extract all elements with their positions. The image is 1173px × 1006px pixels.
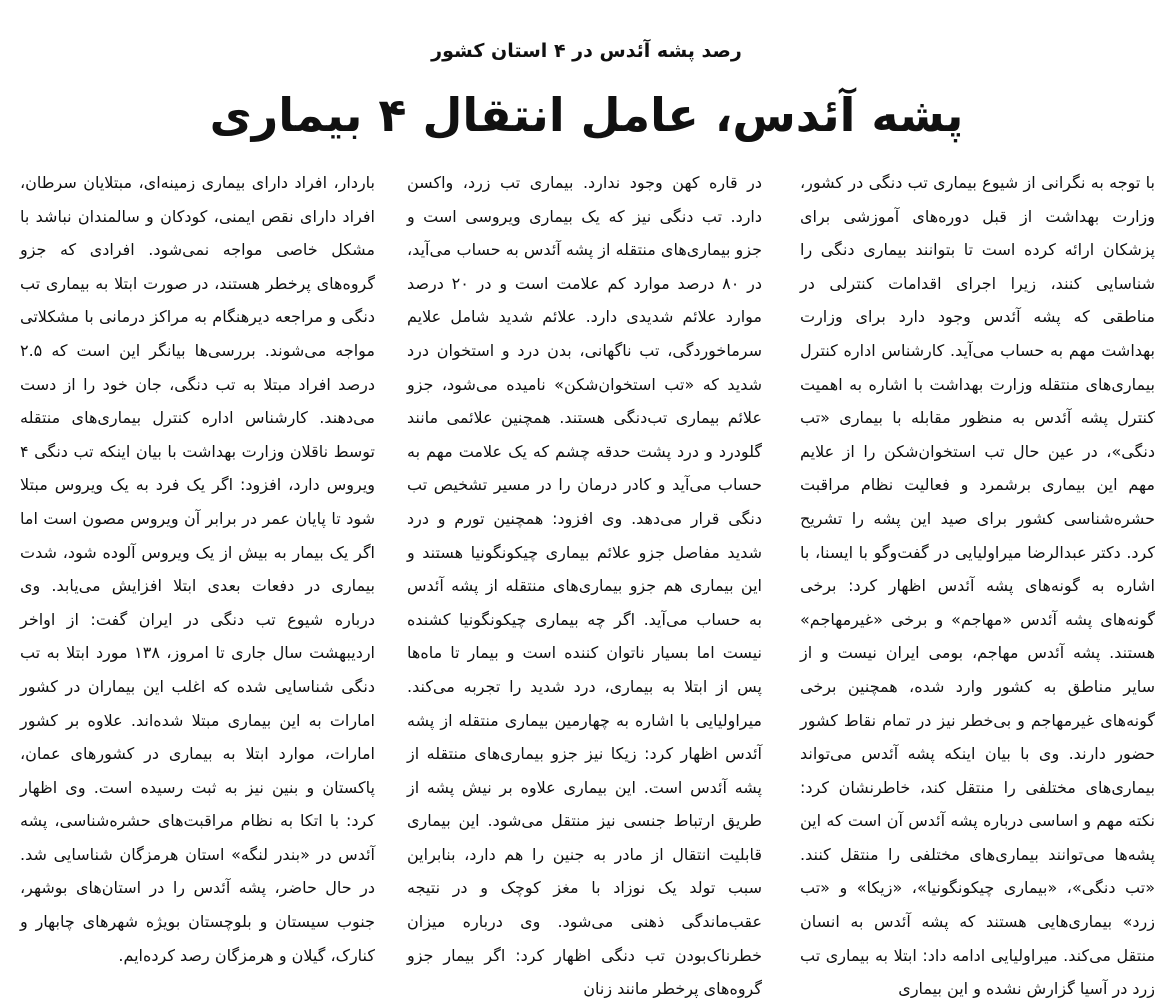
article-headline: پشه آئدس، عامل انتقال ۴ بیماری [209, 88, 964, 142]
article-column-2 [407, 166, 763, 999]
column-2-text: در قاره کهن وجود ندارد. بیماری تب زرد، واکسن دارد. تب دنگی نیز که یک بیماری ویروسی است و جزو بیماری‌های منتقله از پشه آئدس به حساب می‌آید، در ۸۰ درصد موارد کم علامت است و در ۲۰ درصد موارد علائم شدیدی دارد. علائم شدید شامل علایم سرماخوردگی، تب ناگهانی، بدن درد و استخوان درد شدید که «تب استخوان‌شکن» نامیده می‌شود، جزو علائم بیماری تب‌دنگی هستند. همچنین علائمی مانند گلودرد و درد پشت حدقه چشم که یک علامت مهم به حساب می‌آید و کادر درمان را در مسیر تشخیص تب دنگی قرار می‌دهد. وی افزود: همچنین تورم و درد شدید مفاصل جزو علائم بیماری چیکونگونیا هستند و این بیماری هم جزو بیماری‌های منتقله از پشه آئدس به حساب می‌آید. اگر چه بیماری چیکونگونیا کشنده نیست اما بسیار ناتوان کننده است و بیمار تا ماه‌ها پس از ابتلا به بیماری، درد شدید را تجربه می‌کند. میراولیایی با اشاره به چهارمین بیماری منتقله از پشه آئدس اظهار کرد: زیکا نیز جزو بیماری‌های منتقله از پشه آئدس است. این بیماری علاوه بر نیش پشه از طریق ارتباط جنسی نیز منتقل می‌شود. این بیماری قابلیت انتقال از مادر به جنین را هم دارد، بنابراین سبب تولد یک نوزاد با مغز کوچک و در نتیجه عقب‌ماندگی ذهنی می‌شود. وی درباره میزان خطرناک‌بودن تب دنگی اظهار کرد: اگر بیمار جزو گروه‌های پرخطر مانند زنان [407, 173, 763, 999]
article-column-1 [800, 166, 1155, 999]
article-kicker: رصد پشه آئدس در ۴ استان کشور [431, 40, 742, 62]
article-column-3 [20, 166, 376, 965]
column-1-text: با توجه به نگرانی از شیوع بیماری تب دنگی در کشور، وزارت بهداشت از قبل دوره‌های آموزشی برای پزشکان ارائه کرده است تا بتوانند بیماری دنگی را شناسایی کنند، زیرا اجرای اقدامات کنترلی در مناطقی که پشه آئدس وجود دارد برای وزارت بهداشت مهم به حساب می‌آید. کارشناس اداره کنترل بیماری‌های منتقله وزارت بهداشت با اشاره به اهمیت کنترل پشه آئدس به منظور مقابله با بیماری «تب دنگی»، در عین حال تب استخوان‌شکن را از علایم مهم این بیماری برشمرد و فعالیت نظام مراقبت حشره‌شناسی کشور برای صید این پشه را تشریح کرد. دکتر عبدالرضا میراولیایی در گفت‌وگو با ایسنا، با اشاره به گونه‌های پشه آئدس اظهار کرد: برخی گونه‌های پشه آئدس «مهاجم» و برخی «غیرمهاجم» هستند. پشه آئدس مهاجم، بومی ایران نیست و از سایر مناطق به کشور وارد شده، همچنین برخی گونه‌های غیرمهاجم و بی‌خطر نیز در تمام نقاط کشور حضور دارند. وی با بیان اینکه پشه آئدس می‌تواند بیماری‌های مختلفی را منتقل کند، خاطرنشان کرد: نکته مهم و اساسی درباره پشه آئدس آن است که این پشه‌ها می‌توانند بیماری‌های مختلفی را منتقل کنند. «تب دنگی»، «بیماری چیکونگونیا»، «زیکا» و «تب زرد» بیماری‌هایی هستند که پشه آئدس به انسان منتقل می‌کند. میراولیایی ادامه داد: ابتلا به بیماری تب زرد در آسیا گزارش نشده و این بیماری [800, 173, 1155, 999]
column-3-text: باردار، افراد دارای بیماری زمینه‌ای، مبتلایان سرطان، افراد دارای نقص ایمنی، کودکان و سالمندان نباشد با مشکل خاصی مواجه نمی‌شود. افرادی که جزو گروه‌های پرخطر هستند، در صورت ابتلا به بیماری تب دنگی و مراجعه دیرهنگام به مراکز درمانی با مشکلاتی مواجه می‌شوند. بررسی‌ها بیانگر این است که ۲.۵ درصد افراد مبتلا به تب دنگی، جان خود را از دست می‌دهند. کارشناس اداره کنترل بیماری‌های منتقله توسط ناقلان وزارت بهداشت با بیان اینکه تب دنگی ۴ ویروس دارد، افزود: اگر یک فرد به یک ویروس مبتلا شود تا پایان عمر در برابر آن ویروس مصون است اما اگر یک بیمار به بیش از یک ویروس آلوده شود، شدت بیماری در دفعات بعدی ابتلا افزایش می‌یابد. وی درباره شیوع تب دنگی در ایران گفت: از اواخر اردیبهشت سال جاری تا امروز، ۱۳۸ مورد ابتلا به تب دنگی شناسایی شده که اغلب این بیماران در کشور امارات به این بیماری مبتلا شده‌اند. علاوه بر کشور امارات، موارد ابتلا به بیماری در کشورهای عمان، پاکستان و بنین نیز به ثبت رسیده است. وی اظهار کرد: با اتکا به نظام مراقبت‌های حشره‌شناسی، پشه آئدس در «بندر لنگه» استان هرمزگان شناسایی شد. در حال حاضر، پشه آئدس را در استان‌های بوشهر، جنوب سیستان و بلوچستان بویژه شهرهای چابهار و کنارک، گیلان و هرمزگان رصد کرده‌ایم. [20, 173, 376, 965]
